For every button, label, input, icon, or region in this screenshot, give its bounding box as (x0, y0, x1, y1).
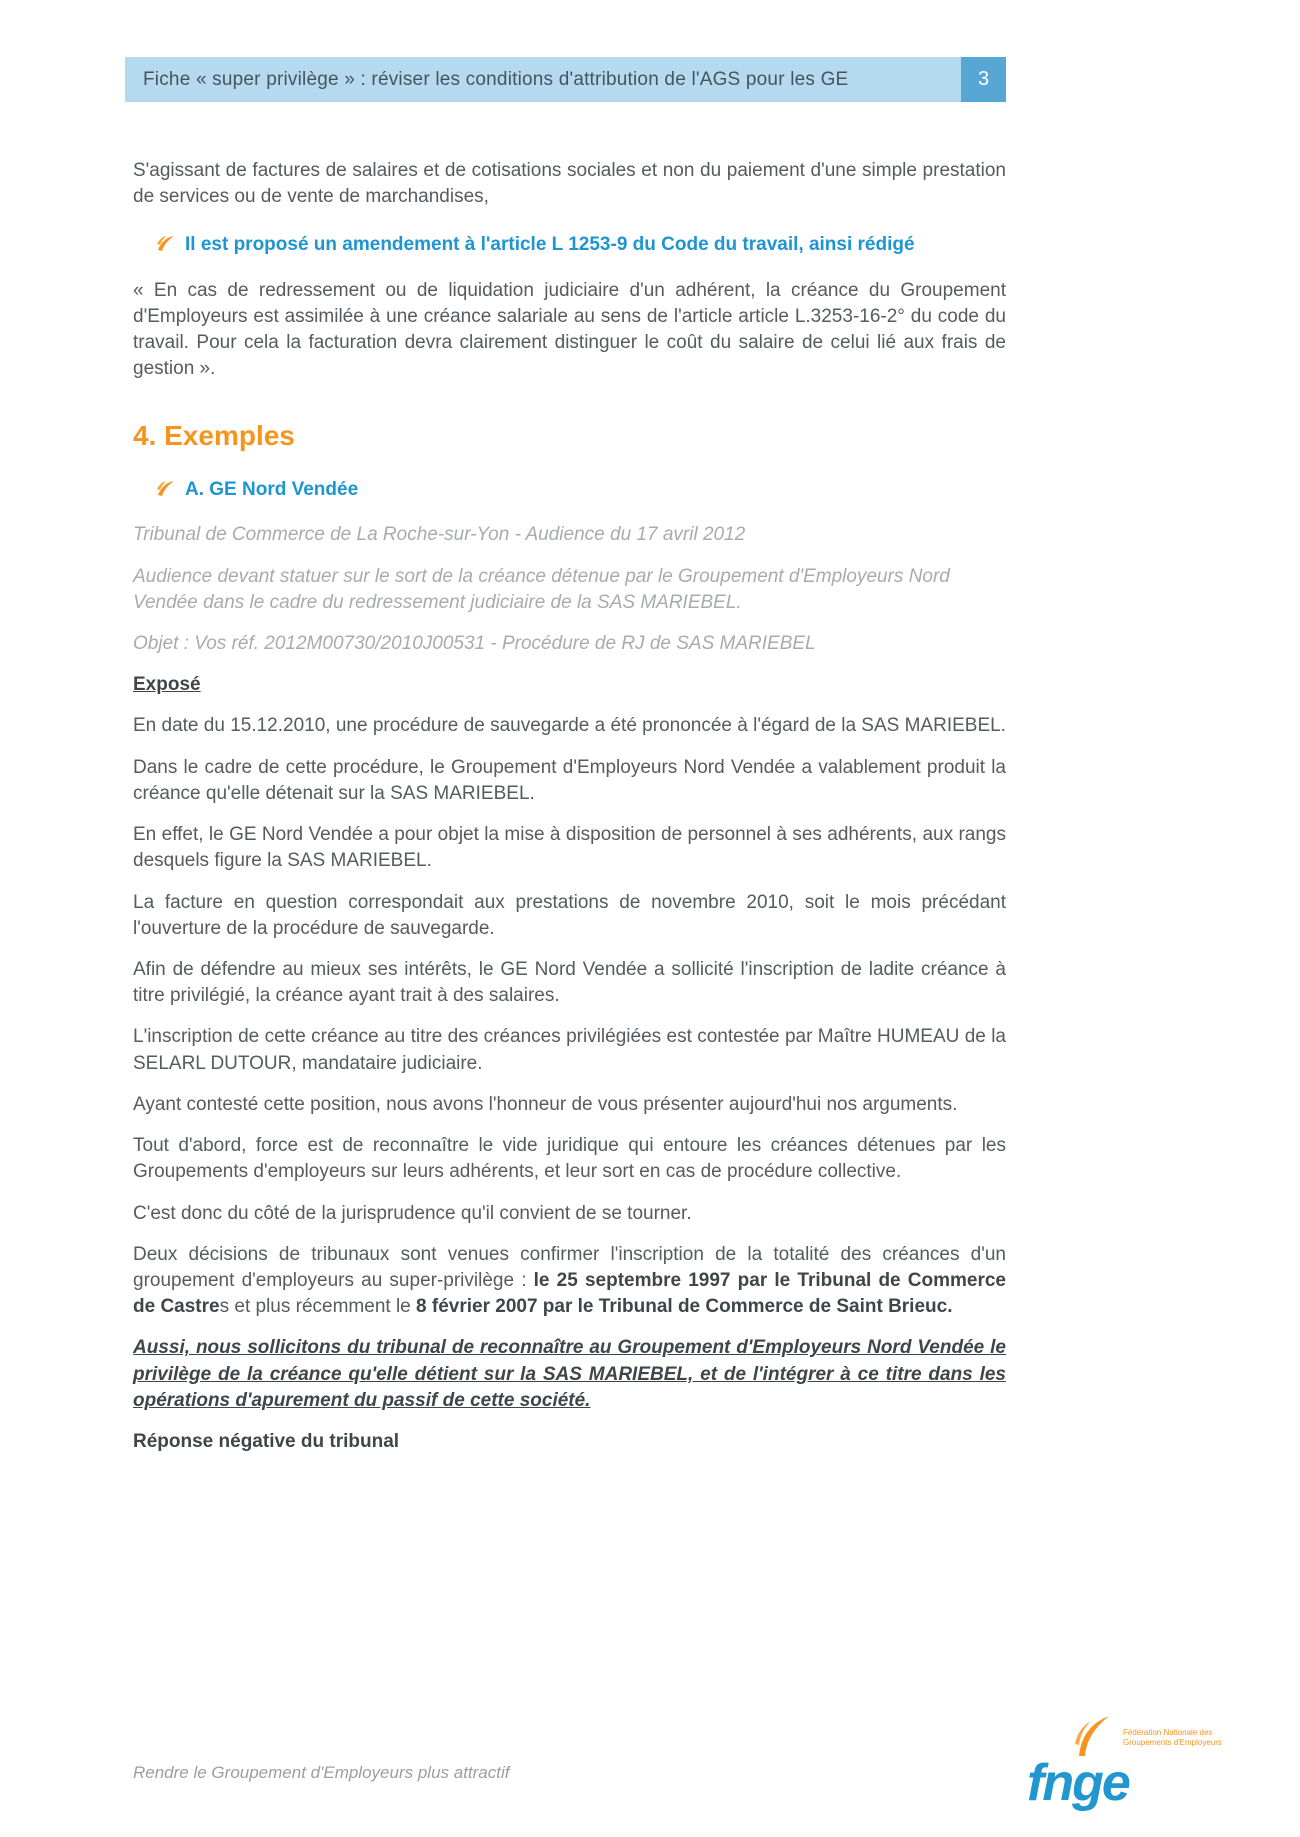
decision-saint-brieuc: 8 février 2007 par le Tribunal de Commerce de Saint Brieuc. (416, 1296, 953, 1318)
paragraph: Dans le cadre de cette procédure, le Groupement d'Employeurs Nord Vendée a valablement produit la créance qu'elle détenait sur la SAS MARIEBEL. (133, 756, 1006, 804)
section-heading-exemples: 4. Exemples (133, 419, 295, 451)
page-number: 3 (961, 57, 1006, 102)
decisions-paragraph (133, 1242, 1006, 1321)
paragraph: En date du 15.12.2010, une procédure de sauvegarde a été prononcée à l'égard de la SAS MARIEBEL. (133, 715, 1006, 737)
meta-audience: Audience devant statuer sur le sort de la créance détenue par le Groupement d'Employeurs Nord Vendée dans le cadre du redressement judiciaire de la SAS MARIEBEL. (133, 565, 950, 613)
expose-label: Exposé (133, 674, 201, 696)
amendment-proposal-text: Il est proposé un amendement à l'article L 1253-9 du Code du travail, ainsi rédigé (185, 234, 915, 256)
example-bullet-row (155, 477, 1006, 506)
logo-caption: Fédération Nationale des Groupements d'Employeurs (1123, 1728, 1222, 1748)
logo-wordmark: fnge (1027, 1754, 1129, 1812)
footer-tagline: Rendre le Groupement d'Employeurs plus attractif (133, 1763, 510, 1782)
paragraph: Ayant contesté cette position, nous avons l'honneur de vous présenter aujourd'hui nos arguments. (133, 1093, 958, 1115)
conclusion-paragraph: Aussi, nous sollicitons du tribunal de reconnaître au Groupement d'Employeurs Nord Vendée le privilège de la créance qu'elle détient sur la SAS MARIEBEL, et de l'intégrer à ce titre dans les opérations d'apurement du passif de cette société. (133, 1337, 1006, 1411)
fnge-logo (1027, 1714, 1242, 1812)
paragraph: L'inscription de cette créance au titre des créances privilégiées est contestée par Maître HUMEAU de la SELARL DUTOUR, mandataire judiciaire. (133, 1026, 1006, 1074)
intro-paragraph: S'agissant de factures de salaires et de cotisations sociales et non du paiement d'une simple prestation de services ou de vente de marchandises, (133, 160, 1006, 208)
document-body (133, 158, 1006, 1470)
response-label: Réponse négative du tribunal (133, 1431, 400, 1453)
paragraph: Tout d'abord, force est de reconnaître le vide juridique qui entoure les créances détenues par les Groupements d'employeurs sur leurs adhérents, et leur sort en cas de procédure collective. (133, 1135, 1006, 1183)
decisions-mid: s et plus récemment le (219, 1296, 417, 1318)
decisions-lead: Deux décisions de tribunaux sont venues confirmer l'inscription de la totalité des créances d'un groupement d'employeurs au super-privilège : (133, 1243, 1006, 1291)
swoosh-bullet-icon (155, 233, 175, 261)
quote-paragraph: « En cas de redressement ou de liquidation judiciaire d'un adhérent, la créance du Groupement d'Employeurs est assimilée à une créance salariale au sens de l'article article L.3253-16-2° du code du travail. Pour cela la facturation devra clairement distinguer le coût du salaire de celui lié aux frais de gestion ». (133, 279, 1006, 380)
paragraph: C'est donc du côté de la jurisprudence qu'il convient de se tourner. (133, 1202, 692, 1224)
paragraph: En effet, le GE Nord Vendée a pour objet la mise à disposition de personnel à ses adhérents, aux rangs desquels figure la SAS MARIEBEL. (133, 824, 1006, 872)
example-title: A. GE Nord Vendée (185, 479, 359, 501)
amendment-bullet-row (155, 232, 1006, 261)
paragraph: La facture en question correspondait aux prestations de novembre 2010, soit le mois précédant l'ouverture de la procédure de sauvegarde. (133, 891, 1006, 939)
meta-tribunal: Tribunal de Commerce de La Roche-sur-Yon - Audience du 17 avril 2012 (133, 524, 746, 546)
decision-castres: le 25 septembre 1997 par le Tribunal de Commerce de Castre (133, 1269, 1006, 1318)
paragraph: Afin de défendre au mieux ses intérêts, le GE Nord Vendée a sollicité l'inscription de ladite créance à titre privilégié, la créance ayant trait à des salaires. (133, 959, 1006, 1007)
header-bar (125, 57, 1006, 102)
swoosh-bullet-icon (155, 478, 175, 506)
page-title: Fiche « super privilège » : réviser les conditions d'attribution de l'AGS pour les GE (125, 57, 961, 102)
meta-objet: Objet : Vos réf. 2012M00730/2010J00531 - Procédure de RJ de SAS MARIEBEL (133, 633, 816, 655)
